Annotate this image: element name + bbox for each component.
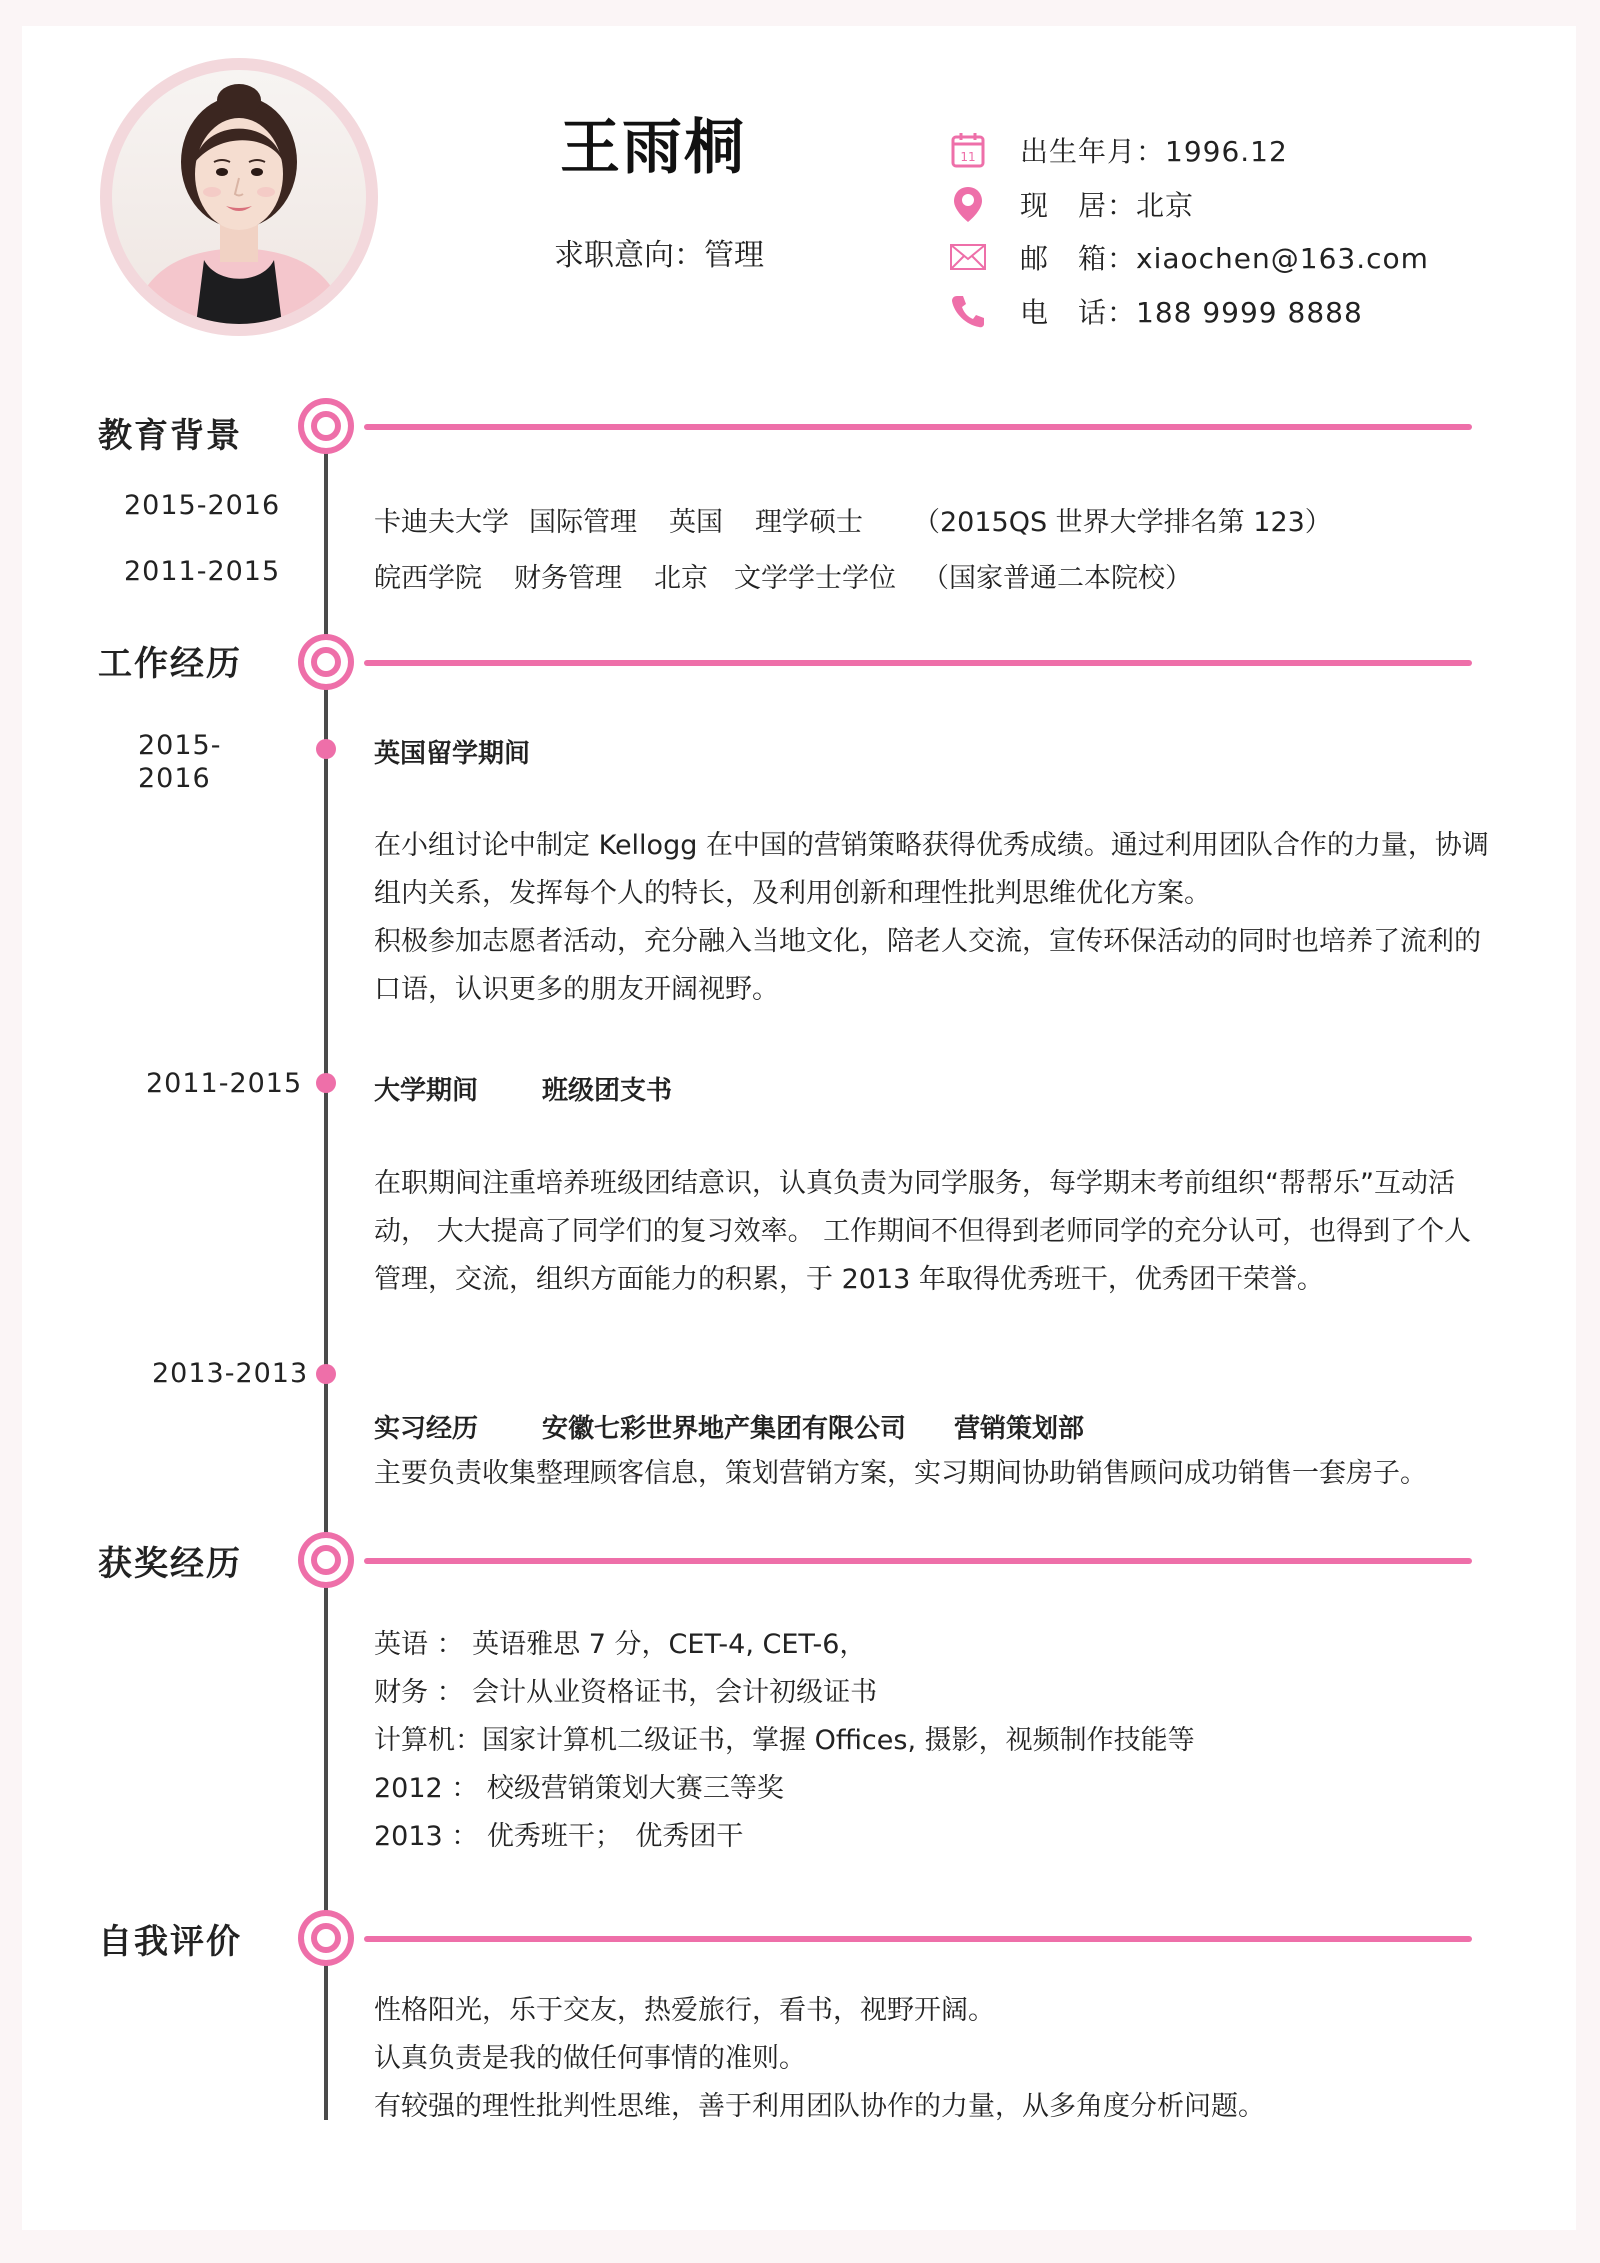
section-divider xyxy=(364,1936,1472,1942)
location-pin-icon xyxy=(948,184,988,224)
timeline-dot xyxy=(316,1364,336,1384)
profile-photo xyxy=(112,70,366,324)
education-note: （国家普通二本院校） xyxy=(922,563,1192,594)
education-major: 财务管理 xyxy=(514,563,622,594)
work-description: 在职期间注重培养班级团结意识，认真负责为同学服务，每学期末考前组织“帮帮乐”互动活动， 大大提高了同学们的复习效率。 工作期间不但得到老师同学的充分认可，也得到了个人管理，交流，组织方面能力的积累，于 2013 年取得优秀班干，优秀团干荣誉。 xyxy=(374,1168,1472,1295)
award-line: 2013 ： 优秀班干； 优秀团干 xyxy=(374,1821,744,1852)
work-date: 2011-2015 xyxy=(146,1068,303,1099)
education-school: 皖西学院 xyxy=(374,563,482,594)
job-intent: 求职意向：管理 xyxy=(554,238,764,273)
section-marker-icon xyxy=(298,1532,354,1588)
education-date: 2015-2016 xyxy=(124,490,281,521)
education-note: （2015QS 世界大学排名第 123） xyxy=(913,507,1332,538)
work-description: 在小组讨论中制定 Kellogg 在中国的营销策略获得优秀成绩。通过利用团队合作的力量，协调组内关系，发挥每个人的特长，及利用创新和理性批判思维优化方案。 xyxy=(374,830,1489,909)
self-eval-line: 有较强的理性批判性思维，善于利用团队协作的力量，从多角度分析问题。 xyxy=(374,2091,1265,2122)
work-date: 2016 xyxy=(138,763,211,794)
award-line: 2012 ： 校级营销策划大赛三等奖 xyxy=(374,1773,784,1804)
contact-phone xyxy=(948,291,1363,331)
education-entry xyxy=(374,500,1332,539)
work-heading: 英国留学期间 xyxy=(374,739,531,769)
award-line: 英语 ： 英语雅思 7 分，CET-4, CET-6， xyxy=(374,1629,867,1660)
phone-icon xyxy=(948,291,988,331)
work-heading-role: 班级团支书 xyxy=(542,1076,673,1106)
education-degree: 理学硕士 xyxy=(755,507,863,538)
birth-label: 出生年月：1996.12 xyxy=(1020,135,1288,168)
section-title-education: 教育背景 xyxy=(98,416,242,456)
section-divider xyxy=(364,1558,1472,1564)
education-date: 2011-2015 xyxy=(124,556,281,587)
work-date: 2015- xyxy=(138,730,222,761)
work-heading xyxy=(374,1408,1084,1445)
work-description: 积极参加志愿者活动，充分融入当地文化，陪老人交流，宣传环保活动的同时也培养了流利的口语，认识更多的朋友开阔视野。 xyxy=(374,926,1481,1005)
phone-label: 电 话：188 9999 8888 xyxy=(1020,296,1363,329)
residence-label: 现 居：北京 xyxy=(1020,189,1195,222)
contact-email xyxy=(948,237,1429,277)
work-date: 2013-2013 xyxy=(152,1358,309,1389)
profile-photo-frame xyxy=(100,58,378,336)
education-degree: 文学学士学位 xyxy=(734,563,896,594)
education-location: 北京 xyxy=(654,563,708,594)
email-label: 邮 箱：xiaochen@163.com xyxy=(1020,242,1429,275)
education-major: 国际管理 xyxy=(529,507,637,538)
work-description: 主要负责收集整理顾客信息，策划营销方案，实习期间协助销售顾问成功销售一套房子。 xyxy=(374,1458,1427,1489)
svg-text:11: 11 xyxy=(960,150,976,164)
work-heading-period: 实习经历 xyxy=(374,1414,479,1444)
section-title-work: 工作经历 xyxy=(98,644,242,684)
section-marker-icon xyxy=(298,1910,354,1966)
candidate-name: 王雨桐 xyxy=(560,113,746,183)
self-eval-line: 性格阳光，乐于交友，热爱旅行，看书，视野开阔。 xyxy=(374,1995,995,2026)
contact-birth xyxy=(948,130,1288,170)
work-heading-company: 安徽七彩世界地产集团有限公司 xyxy=(542,1414,907,1444)
timeline-dot xyxy=(316,739,336,759)
section-marker-icon xyxy=(298,634,354,690)
work-heading xyxy=(374,1070,672,1107)
section-marker-icon xyxy=(298,398,354,454)
education-entry xyxy=(374,556,1192,595)
education-school: 卡迪夫大学 xyxy=(374,507,509,538)
section-title-self-evaluation: 自我评价 xyxy=(98,1922,242,1962)
work-heading-department: 营销策划部 xyxy=(954,1414,1085,1444)
envelope-icon xyxy=(948,237,988,277)
calendar-icon xyxy=(948,130,988,170)
award-line: 计算机：国家计算机二级证书，掌握 Offices, 摄影，视频制作技能等 xyxy=(374,1725,1195,1756)
award-line: 财务 ： 会计从业资格证书，会计初级证书 xyxy=(374,1677,878,1708)
section-divider xyxy=(364,660,1472,666)
education-location: 英国 xyxy=(669,507,723,538)
contact-residence xyxy=(948,184,1194,224)
timeline-dot xyxy=(316,1073,336,1093)
self-eval-line: 认真负责是我的做任何事情的准则。 xyxy=(374,2043,806,2074)
work-heading-period: 大学期间 xyxy=(374,1076,479,1106)
section-title-awards: 获奖经历 xyxy=(98,1544,242,1584)
resume-page xyxy=(22,26,1576,2230)
portrait-illustration xyxy=(112,70,366,324)
section-divider xyxy=(364,424,1472,430)
